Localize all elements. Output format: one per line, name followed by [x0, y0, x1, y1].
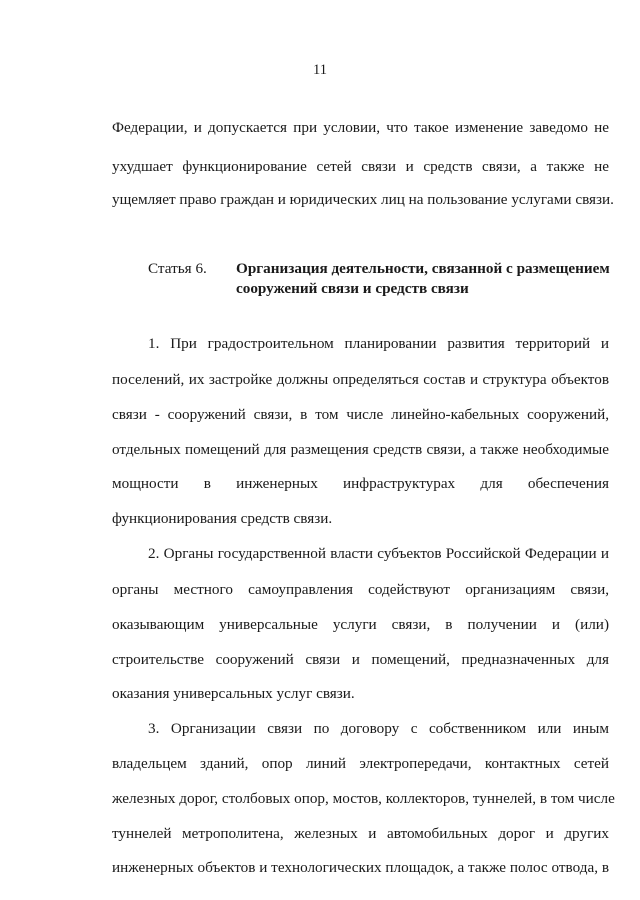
text-line: органы местного самоуправления содействуют организациям связи,: [112, 581, 609, 598]
text-line: 2. Органы государственной власти субъектов Российской Федерации и: [148, 545, 609, 562]
text-line: ущемляет право граждан и юридических лиц на пользование услугами связи.: [112, 191, 614, 208]
text-line: владельцем зданий, опор линий электропередачи, контактных сетей: [112, 755, 609, 772]
text-line: отдельных помещений для размещения средств связи, а также необходимые: [112, 441, 609, 458]
text-line: поселений, их застройке должны определяться состав и структура объектов: [112, 371, 609, 388]
article-title: [236, 259, 616, 299]
text-line: 3. Организации связи по договору с собственником или иным: [148, 720, 609, 737]
text-line: туннелей метрополитена, железных и автомобильных дорог и других: [112, 825, 609, 842]
text-line: инженерных объектов и технологических площадок, а также полос отвода, в: [112, 859, 609, 876]
text-line: Федерации, и допускается при условии, что такое изменение заведомо не: [112, 119, 609, 136]
text-line: связи - сооружений связи, в том числе линейно-кабельных сооружений,: [112, 406, 609, 423]
text-line: строительстве сооружений связи и помещений, предназначенных для: [112, 651, 609, 668]
text-line: оказывающим универсальные услуги связи, в получении и (или): [112, 616, 609, 633]
article-title-line: Организация деятельности, связанной с размещением: [236, 260, 610, 277]
text-line: функционирования средств связи.: [112, 510, 333, 527]
page-number: 11: [313, 62, 327, 78]
article-label: Статья 6.: [148, 260, 207, 277]
text-line: железных дорог, столбовых опор, мостов, коллекторов, туннелей, в том числе: [112, 790, 615, 807]
text-line: оказания универсальных услуг связи.: [112, 685, 355, 702]
article-title-line: сооружений связи и средств связи: [236, 280, 469, 297]
text-line: 1. При градостроительном планировании развития территорий и: [148, 335, 609, 352]
text-line: мощности в инженерных инфраструктурах для обеспечения: [112, 475, 609, 492]
text-line: ухудшает функционирование сетей связи и средств связи, а также не: [112, 158, 609, 175]
